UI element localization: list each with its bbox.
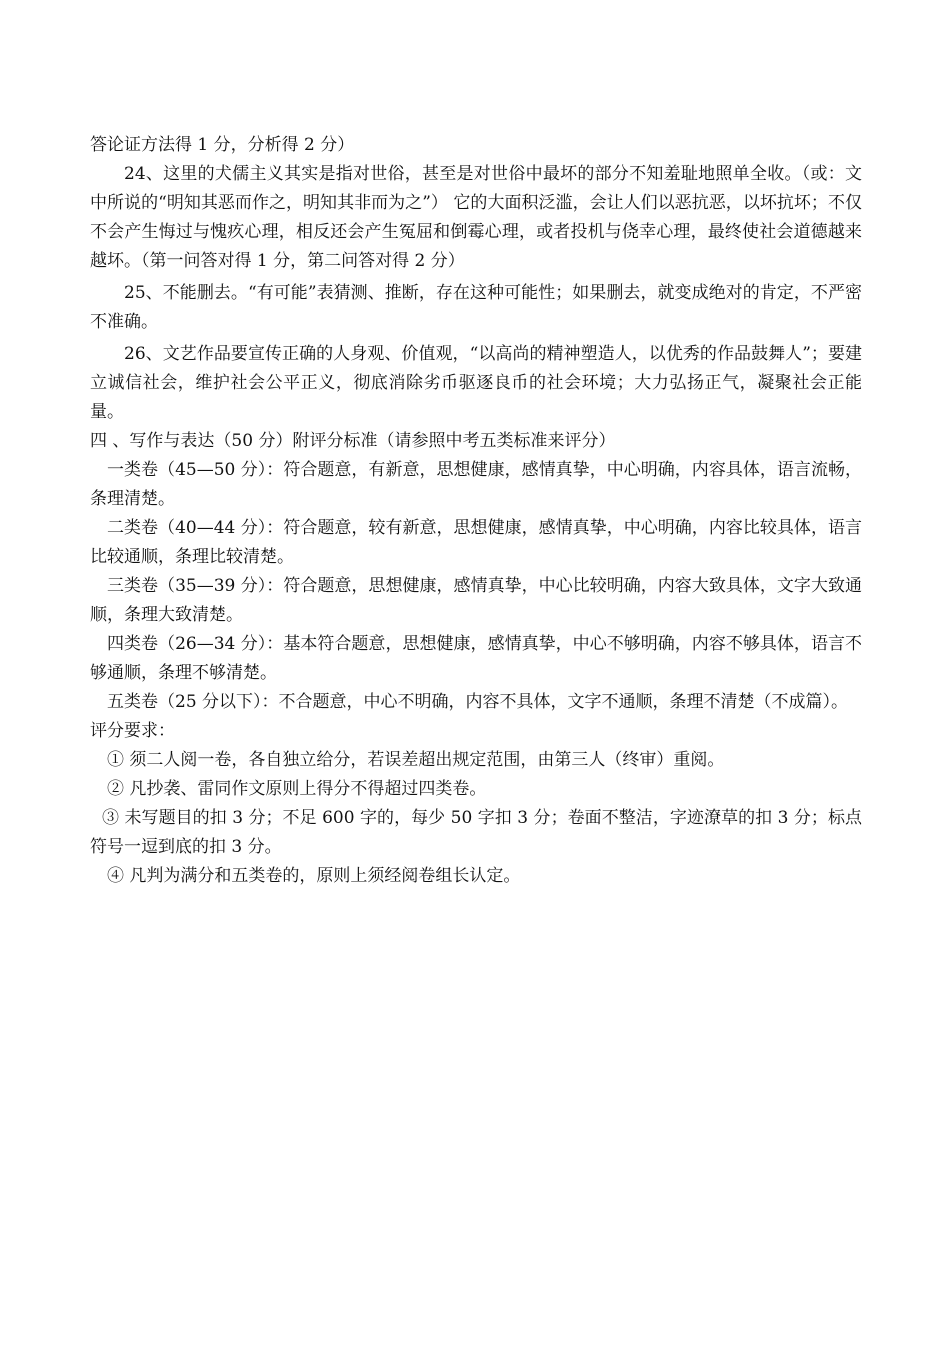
requirement-2: ② 凡抄袭、雷同作文原则上得分不得超过四类卷。: [107, 779, 487, 799]
scoring-requirements-heading: 评分要求：: [90, 721, 175, 741]
grade-tier-5: 五类卷（25 分以下）：不合题意，中心不明确，内容不具体，文字不通顺，条理不清楚（不成篇）。: [107, 692, 849, 712]
grade-tier-4: 四类卷（26—34 分）：基本符合题意，思想健康，感情真挚，中心不够明确，内容不够具体，语言不够通顺，条理不够清楚。: [90, 634, 862, 683]
grade-tier-2: 二类卷（40—44 分）：符合题意，较有新意，思想健康，感情真挚，中心明确，内容比较具体，语言比较通顺，条理比较清楚。: [90, 518, 862, 567]
answer-25: 25、不能删去。“有可能”表猜测、推断，存在这种可能性；如果删去，就变成绝对的肯定，不严密不准确。: [90, 283, 862, 332]
answer-24: 24、这里的犬儒主义其实是指对世俗，甚至是对世俗中最坏的部分不知羞耻地照单全收。（或：文中所说的“明知其恶而作之，明知其非而为之”） 它的大面积泛滥，会让人们以恶抗恶，以坏抗坏；不仅不会产生悔过与愧疚心理，相反还会产生冤屈和倒霉心理，或者投机与侥幸心理，最终使社会道德越来越坏。（第一问答对得 1 分，第二问答对得 2 分）: [90, 164, 862, 271]
answer-26: 26、文艺作品要宣传正确的人身观、价值观，“以高尚的精神塑造人，以优秀的作品鼓舞人”；要建立诚信社会，维护社会公平正义，彻底消除劣币驱逐良币的社会环境；大力弘扬正气，凝聚社会正能量。: [90, 344, 862, 422]
grade-tier-1: 一类卷（45—50 分）：符合题意，有新意，思想健康，感情真挚，中心明确，内容具体，语言流畅，条理清楚。: [90, 460, 862, 509]
section-heading-writing: 四 、写作与表达（50 分）附评分标准（请参照中考五类标准来评分）: [90, 431, 616, 451]
answer-continuation: 答论证方法得 1 分，分析得 2 分）: [90, 135, 355, 155]
requirement-1: ① 须二人阅一卷，各自独立给分，若误差超出规定范围，由第三人（终审）重阅。: [107, 750, 725, 770]
grade-tier-3: 三类卷（35—39 分）：符合题意，思想健康，感情真挚，中心比较明确，内容大致具体，文字大致通顺，条理大致清楚。: [90, 576, 862, 625]
requirement-4: ④ 凡判为满分和五类卷的，原则上须经阅卷组长认定。: [107, 866, 521, 886]
document-page: [90, 131, 862, 891]
requirement-3: ③ 未写题目的扣 3 分；不足 600 字的，每少 50 字扣 3 分；卷面不整洁，字迹潦草的扣 3 分；标点符号一逗到底的扣 3 分。: [90, 808, 862, 857]
